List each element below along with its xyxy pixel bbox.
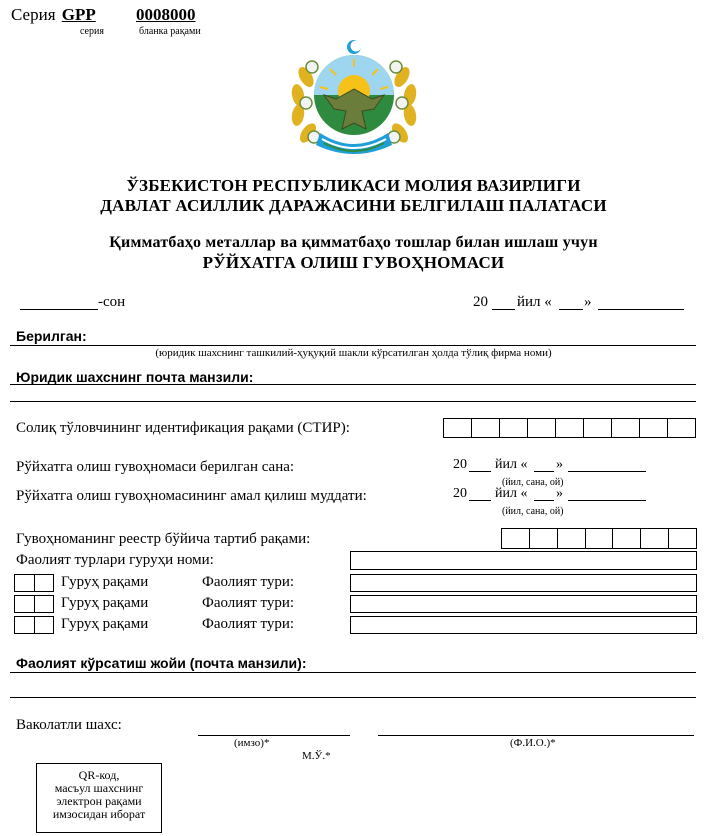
registry-cells[interactable] <box>501 528 697 549</box>
form-number-caption: бланка рақами <box>139 26 201 37</box>
date-year-prefix: 20 <box>473 294 488 310</box>
date-year-label: йил « <box>517 294 552 310</box>
validity-close-quote: » <box>556 486 563 501</box>
state-emblem-icon <box>284 37 424 161</box>
validity-year-label: йил « <box>495 486 528 501</box>
date-day-blank[interactable] <box>559 309 583 310</box>
issue-date-year-label: йил « <box>495 457 528 472</box>
activity-type-field[interactable] <box>350 616 697 634</box>
activity-group-label: Фаолият турлари гуруҳи номи: <box>16 552 214 568</box>
qr-note-line1: QR-код, <box>78 768 120 782</box>
number-suffix: -сон <box>98 294 126 310</box>
issued-to-line[interactable] <box>10 345 696 346</box>
doc-title: РЎЙХАТГА ОЛИШ ГУВОҲНОМАСИ <box>202 253 505 272</box>
qr-note-line3: электрон рақами <box>56 794 142 808</box>
group-number-cells[interactable] <box>14 616 54 634</box>
qr-code-box <box>36 763 162 833</box>
full-name-hint: (Ф.И.О.)* <box>510 737 556 749</box>
qr-note-line4: имзосидан иборат <box>52 807 146 821</box>
issued-to-hint: (юридик шахснинг ташкилий-ҳуқуқий шакли кўрсатилган ҳолда тўлиқ фирма номи) <box>155 347 552 359</box>
activity-type-label: Фаолият тури: <box>202 595 295 611</box>
form-number: 0008000 <box>136 5 196 24</box>
issued-to-label: Берилган: <box>16 328 87 344</box>
issue-date-label: Рўйхатга олиш гувоҳномаси берилган сана: <box>16 459 295 475</box>
series-caption: серия <box>80 26 104 37</box>
date-year-blank[interactable] <box>492 309 515 310</box>
issue-date-year-blank[interactable] <box>469 471 491 472</box>
validity-year-blank[interactable] <box>469 500 491 501</box>
series-value: GPP <box>61 5 96 24</box>
group-number-label: Гуруҳ рақами <box>61 595 149 611</box>
activity-type-field[interactable] <box>350 595 697 613</box>
number-blank[interactable] <box>20 309 98 310</box>
postal-address-line2[interactable] <box>10 401 696 402</box>
validity-month-blank[interactable] <box>568 500 646 501</box>
stamp-place: М.Ў.* <box>302 750 331 762</box>
activity-place-label: Фаолият кўрсатиш жойи (почта манзили): <box>16 655 307 671</box>
validity-hint: (йил, сана, ой) <box>502 506 564 517</box>
activity-group-field[interactable] <box>350 551 697 570</box>
group-number-label: Гуруҳ рақами <box>61 574 149 590</box>
group-number-cells[interactable] <box>14 574 54 592</box>
issue-date-month-blank[interactable] <box>568 471 646 472</box>
series-row <box>11 5 96 25</box>
validity-day-blank[interactable] <box>534 500 554 501</box>
issue-date-year-prefix: 20 <box>453 457 467 472</box>
activity-type-label: Фаолият тури: <box>202 616 295 632</box>
org-title-line1: ЎЗБЕКИСТОН РЕСПУБЛИКАСИ МОЛИЯ ВАЗИРЛИГИ <box>126 176 581 195</box>
org-title-line2: ДАВЛАТ АСИЛЛИК ДАРАЖАСИНИ БЕЛГИЛАШ ПАЛАТАСИ <box>100 196 607 215</box>
series-label: Серия <box>11 5 56 24</box>
registry-label: Гувоҳноманинг реестр бўйича тартиб рақами: <box>16 531 311 547</box>
authorized-label: Ваколатли шахс: <box>16 717 122 733</box>
activity-place-line1[interactable] <box>10 672 696 673</box>
activity-type-label: Фаолият тури: <box>202 574 295 590</box>
activity-place-line2[interactable] <box>10 697 696 698</box>
tin-label: Солиқ тўловчининг идентификация рақами (СТИР): <box>16 420 350 436</box>
validity-year-prefix: 20 <box>453 486 467 501</box>
date-month-blank[interactable] <box>598 309 684 310</box>
tin-cells[interactable] <box>443 418 696 438</box>
issue-date-hint: (йил, сана, ой) <box>502 477 564 488</box>
issue-date-day-blank[interactable] <box>534 471 554 472</box>
issue-date-close-quote: » <box>556 457 563 472</box>
group-number-cells[interactable] <box>14 595 54 613</box>
full-name-line[interactable] <box>378 735 694 736</box>
group-number-label: Гуруҳ рақами <box>61 616 149 632</box>
validity-label: Рўйхатга олиш гувоҳномасининг амал қилиш муддати: <box>16 488 367 504</box>
postal-address-label: Юридик шахснинг почта манзили: <box>16 369 254 385</box>
qr-note-line2: масъул шахснинг <box>54 781 144 795</box>
doc-subtitle: Қимматбаҳо металлар ва қимматбаҳо тошлар билан ишлаш учун <box>109 234 598 251</box>
postal-address-line1[interactable] <box>10 384 696 385</box>
signature-hint: (имзо)* <box>234 737 270 749</box>
signature-line[interactable] <box>198 735 350 736</box>
date-close-quote: » <box>584 294 592 310</box>
activity-type-field[interactable] <box>350 574 697 592</box>
